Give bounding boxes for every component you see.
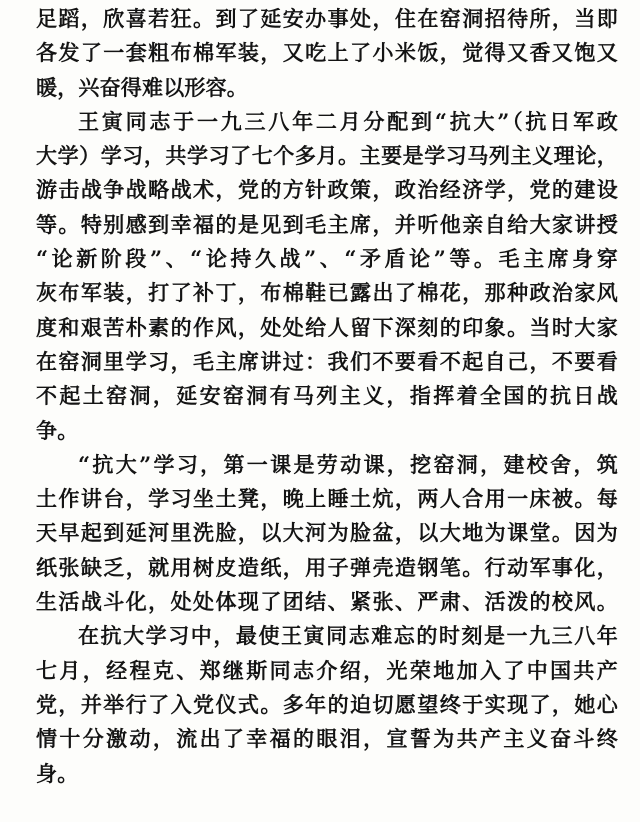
text-line: 身。 [36,760,79,786]
text-line: 生活战斗化，处处体现了团结、紧张、严肃、活泼的校风。 [36,589,618,615]
text-line: 在抗大学习中，最使王寅同志难忘的时刻是一九三八年 [78,623,618,649]
text-line: 在窑洞里学习，毛主席讲过：我们不要看不起自己，不要看 [36,348,618,374]
text-line: 不起土窑洞，延安窑洞有马列主义，指挥着全国的抗日战 [36,383,618,409]
text-line: 大学）学习，共学习了七个多月。主要是学习马列主义理论， [36,143,618,169]
text-line: “论新阶段”、“论持久战”、“矛盾论”等。毛主席身穿 [36,246,618,272]
text-line: 等。特别感到幸福的是见到毛主席，并听他亲自给大家讲授 [36,211,618,237]
text-line: 七月，经程克、郑继斯同志介绍，光荣地加入了中国共产 [36,657,618,683]
paragraph-2 [36,105,618,448]
text-line: 度和艰苦朴素的作风，处处给人留下深刻的印象。当时大家 [36,314,618,340]
text-line: 党，并举行了入党仪式。多年的迫切愿望终于实现了，她心 [36,691,618,717]
paragraph-1 [36,2,618,105]
text-line: 土作讲台，学习坐土凳，晚上睡土炕，两人合用一床被。每 [36,486,618,512]
text-line: “抗大”学习，第一课是劳动课，挖窑洞，建校舍，筑 [78,451,618,477]
text-line: 各发了一套粗布棉军装，又吃上了小米饭，觉得又香又饱又 [36,40,618,66]
text-line: 纸张缺乏，就用树皮造纸，用子弹壳造钢笔。行动军事化， [36,554,618,580]
paragraph-3 [36,448,618,619]
text-line: 争。 [36,417,79,443]
text-line: 王寅同志于一九三八年二月分配到“抗大”（抗日军政 [78,108,618,134]
text-line: 天早起到延河里洗脸，以大河为脸盆，以大地为课堂。因为 [36,520,618,546]
text-line: 情十分激动，流出了幸福的眼泪，宣誓为共产主义奋斗终 [36,726,618,752]
text-line: 暖，兴奋得难以形容。 [36,74,248,100]
text-line: 足蹈，欣喜若狂。到了延安办事处，住在窑洞招待所，当即 [36,6,618,31]
text-line: 游击战争战略战术，党的方针政策，政治经济学，党的建设 [36,177,618,203]
text-line: 灰布军装，打了补丁，布棉鞋已露出了棉花，那种政治家风 [36,280,618,306]
paragraph-4 [36,619,618,790]
